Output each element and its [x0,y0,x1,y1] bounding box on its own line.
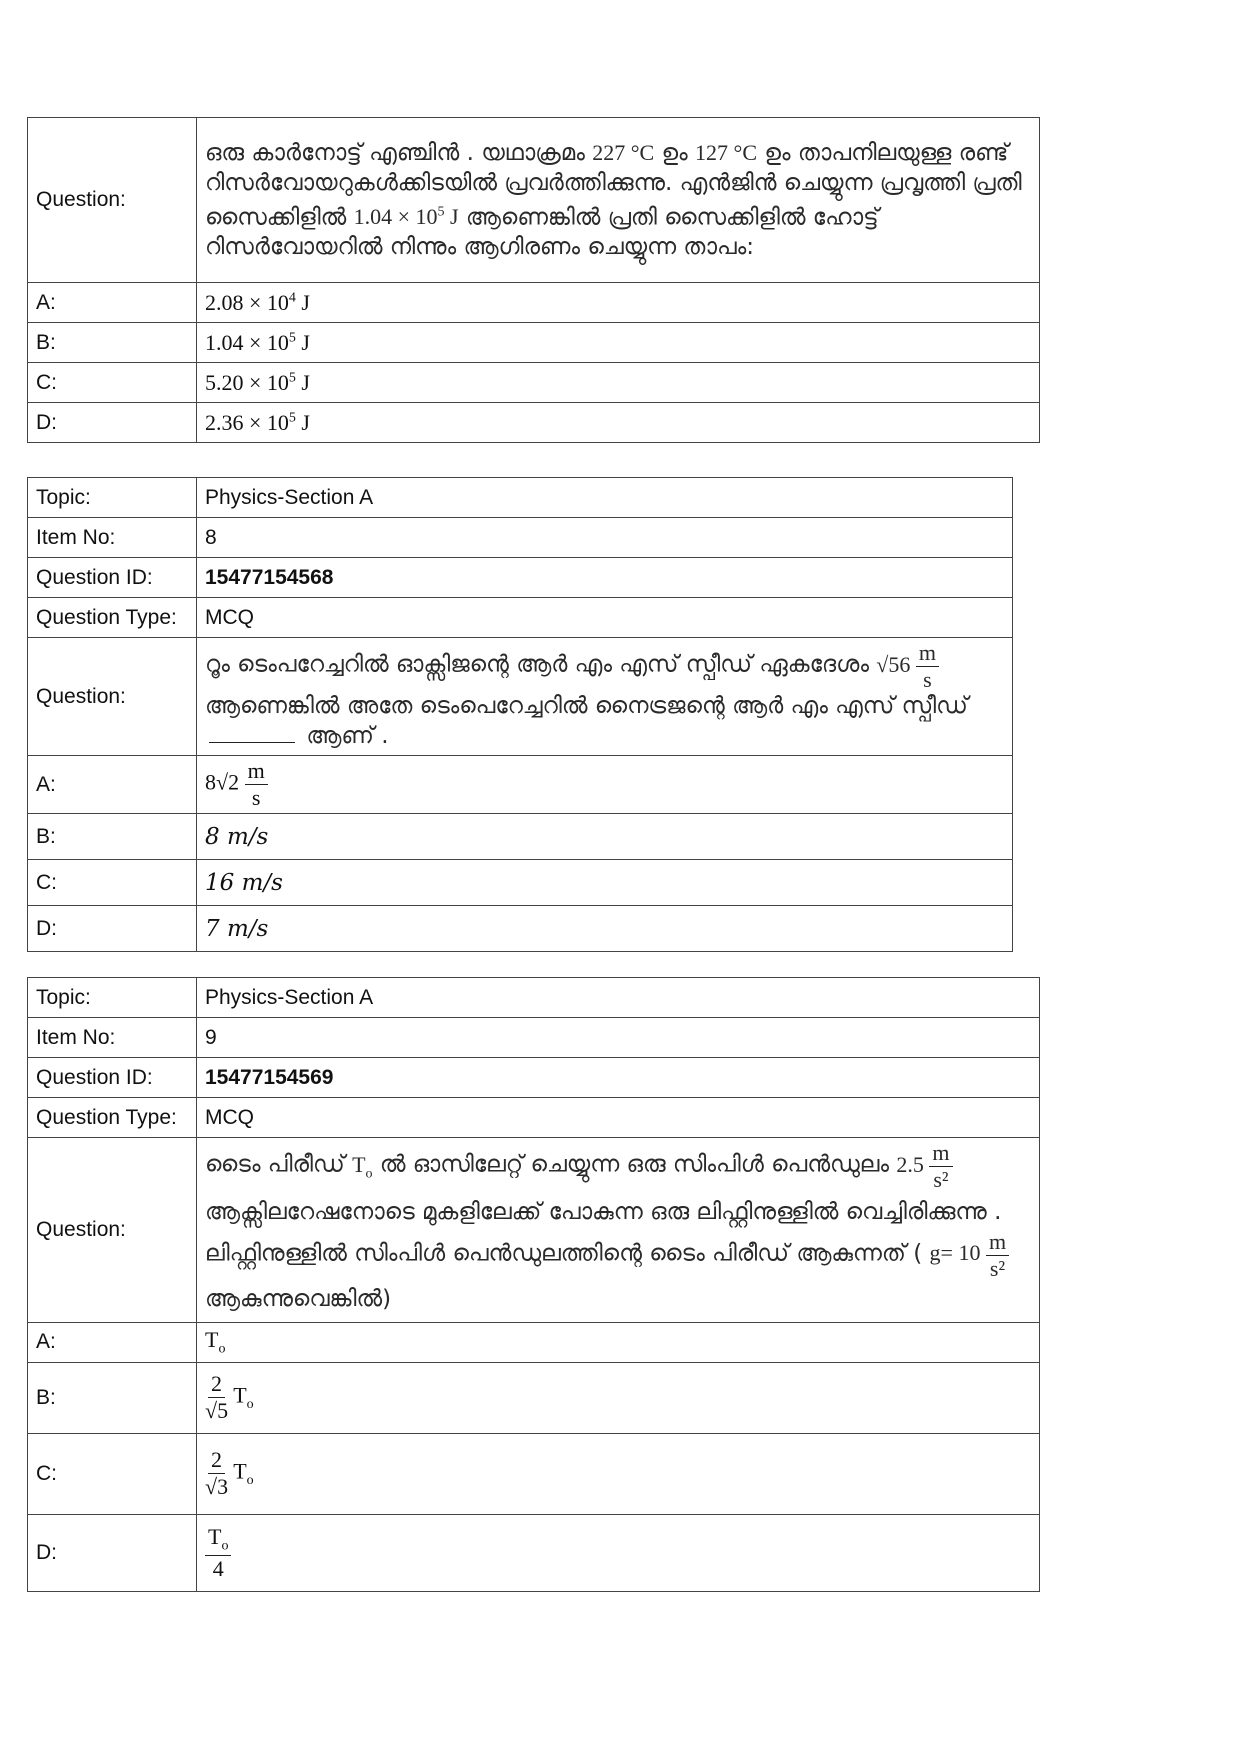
item-no-value: 8 [197,518,1013,558]
question-label: Question: [28,638,197,756]
question-table-3 [27,977,1040,1592]
item-no-label: Item No: [28,518,197,558]
option-label: B: [28,323,197,363]
option-value: 7 m/s [197,906,1013,952]
question-table-1 [27,117,1040,443]
topic-row [28,478,1013,518]
question-id-row [28,558,1013,598]
option-label: D: [28,403,197,443]
option-row-d [28,906,1013,952]
option-label: D: [28,1514,197,1591]
option-value: $1.04 \times 10^5$ J [197,323,1040,363]
question-text-part: ആക്സിലറേഷനോടെ മുകളിലേക്ക് പോകുന്ന ഒരു ലിഫ്റ്റിനുള്ളിൽ വെച്ചിരിക്കുന്നു . ലിഫ്റ്റിനുള്ളിൽ സിംപിൾ പെൻഡുലത്തിന്റെ ടൈം പിരീഡ് ആകുന്നത് ( [205,1198,1002,1267]
option-label: A: [28,756,197,814]
option-value: $\frac{2}{√3}$ $T_o$ [197,1433,1040,1514]
topic-value: Physics-Section A [197,478,1013,518]
question-text-part: ആണെങ്കിൽ പ്രതി സൈക്കിളിൽ ഹോട്ട് റിസർവോയറിൽ നിന്നും ആഗിരണം ചെയ്യുന്ന താപം: [205,204,879,261]
question-text-part: ഉം [661,139,688,166]
question-type-value: MCQ [197,1098,1040,1138]
question-id-label: Question ID: [28,1058,197,1098]
answer-blank [209,724,295,743]
question-text-part: ടൈം പിരീഡ് [205,1151,345,1178]
acceleration-value: 2.5 $\frac{m}{\text{s²}}$ [896,1152,952,1177]
question-type-label: Question Type: [28,598,197,638]
question-text-part: ഒരു കാർനോട്ട് എഞ്ചിൻ . യഥാക്രമം [205,139,585,166]
question-id-row [28,1058,1040,1098]
option-row-b [28,1362,1040,1433]
question-row [28,118,1040,283]
option-label: C: [28,1433,197,1514]
option-row-a [28,1322,1040,1362]
question-row [28,638,1013,756]
item-no-row [28,1018,1040,1058]
question-text-part: റൂം ടെംപറേച്ചറിൽ ഓക്സിജന്റെ ആർ എം എസ് സ്പീഡ് ഏകദേശം [205,651,869,678]
option-row-c [28,1433,1040,1514]
time-period-symbol: $T_o$ [352,1151,373,1181]
option-value: $2.36 \times 10^5$ J [197,403,1040,443]
option-label: A: [28,283,197,323]
topic-label: Topic: [28,478,197,518]
option-row-a [28,283,1040,323]
option-row-b [28,323,1040,363]
option-label: C: [28,860,197,906]
option-value: $2.08 \times 10^4$ J [197,283,1040,323]
option-row-c [28,860,1013,906]
topic-value: Physics-Section A [197,978,1040,1018]
topic-row [28,978,1040,1018]
question-type-value: MCQ [197,598,1013,638]
question-text-part: ആണ് . [306,723,389,749]
option-value: $5.20 \times 10^5$ J [197,363,1040,403]
question-label: Question: [28,1138,197,1323]
option-value: 16 m/s [197,860,1013,906]
question-table-2 [27,477,1013,952]
question-text-part: ഉം താപനിലയുള്ള രണ്ട് റിസർവോയറുകൾക്കിടയിൽ പ്രവർത്തിക്കുന്നു. എൻജിൻ ചെയ്യുന്ന പ്രവൃത്തി പ്രതി സൈക്കിളിൽ [205,139,1022,231]
question-text [197,638,1013,756]
question-type-row [28,598,1013,638]
question-id-value: 15477154568 [197,558,1013,598]
option-row-c [28,363,1040,403]
question-row [28,1138,1040,1323]
work-value: $1.04 \times 10^5$ J [353,204,459,230]
temperature-value: 227 °C [592,139,655,165]
option-value: $\frac{T_o}{4}$ [197,1514,1040,1591]
option-value: 8√2 $\frac{m}{s}$ [197,756,1013,814]
option-label: C: [28,363,197,403]
option-row-d [28,403,1040,443]
option-value: 8 m/s [197,814,1013,860]
question-text [197,118,1040,283]
item-no-label: Item No: [28,1018,197,1058]
question-text [197,1138,1040,1323]
question-text-part: ആണെങ്കിൽ അതേ ടെംപെറേച്ചറിൽ നൈട്രജന്റെ ആർ എം എസ് സ്പീഡ് [205,693,968,719]
question-type-label: Question Type: [28,1098,197,1138]
question-text-part: ൽ ഓസിലേറ്റ് ചെയ്യുന്ന ഒരു സിംപിൾ പെൻഡുലം [379,1151,890,1178]
option-value: $\frac{2}{√5}$ $T_o$ [197,1362,1040,1433]
question-id-value: 15477154569 [197,1058,1040,1098]
item-no-value: 9 [197,1018,1040,1058]
option-label: D: [28,906,197,952]
item-no-row [28,518,1013,558]
option-value: $T_o$ [197,1322,1040,1362]
rms-speed-value: √56 $\frac{m}{s}$ [876,652,939,677]
option-label: A: [28,1322,197,1362]
option-label: B: [28,1362,197,1433]
temperature-value: 127 °C [695,139,757,165]
question-type-row [28,1098,1040,1138]
question-text-part: ആകുന്നുവെങ്കിൽ) [205,1285,392,1312]
question-id-label: Question ID: [28,558,197,598]
gravity-value: g= 10 $\frac{m}{\text{s²}}$ [930,1240,1010,1265]
option-row-d [28,1514,1040,1591]
question-label: Question: [28,118,197,283]
option-row-b [28,814,1013,860]
option-row-a [28,756,1013,814]
topic-label: Topic: [28,978,197,1018]
option-label: B: [28,814,197,860]
